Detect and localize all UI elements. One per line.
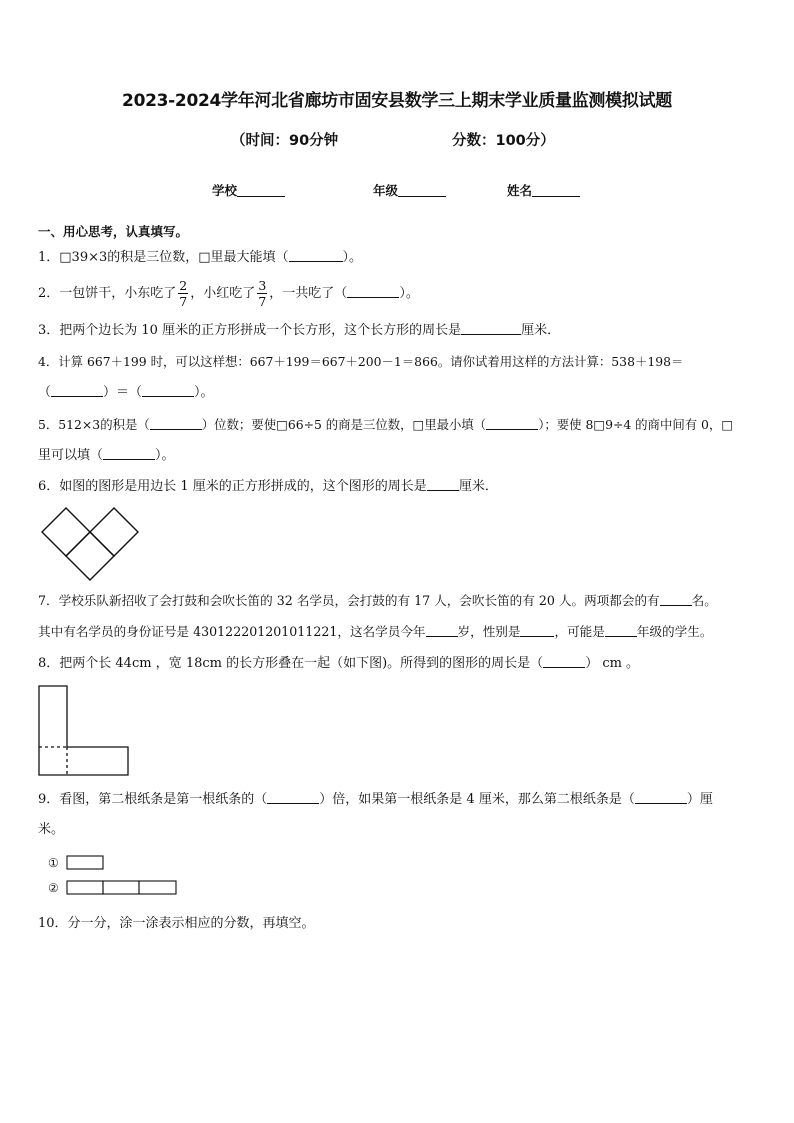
question-2: 2．一包饼干，小东吃了 $\frac{2}{7}$ ，小红吃了 $\frac{3}{7}$ ，一共吃了（ ）。 <box>38 278 419 309</box>
square-right <box>90 508 138 556</box>
answer-blank[interactable] <box>289 249 343 262</box>
grade-label: 年级 <box>373 183 399 198</box>
question-3: 3．把两个边长为 10 厘米的正方形拼成一个长方形，这个长方形的周长是 厘米． <box>38 323 561 338</box>
strip-2-segment <box>67 881 103 894</box>
overlapping-rectangles-figure <box>38 685 130 777</box>
answer-blank[interactable] <box>150 417 202 430</box>
combined-outline <box>39 686 128 775</box>
question-4-line2: （ ）＝（ ）。 <box>38 385 214 400</box>
answer-blank[interactable] <box>635 791 687 804</box>
square-bottom <box>66 532 114 580</box>
square-left <box>42 508 90 556</box>
strip-1-label: ① <box>48 856 59 870</box>
paper-strips-figure <box>66 855 178 895</box>
question-1: 1．□39×3的积是三位数，□里最大能填（ ）。 <box>38 250 363 265</box>
name-label: 姓名 <box>507 183 533 198</box>
school-label: 学校 <box>212 183 238 198</box>
strip-2-label: ② <box>48 881 59 895</box>
fraction-3-7: $\frac{3}{7}$ <box>258 278 267 309</box>
section-title: 一、用心思考，认真填写。 <box>38 224 189 239</box>
question-8: 8．把两个长 44cm ，宽 18cm 的长方形叠在一起（如下图)。所得到的图形的周长是（ ） cm 。 <box>38 656 640 671</box>
answer-blank[interactable] <box>103 447 155 460</box>
strip-2-segment <box>103 881 139 894</box>
question-9-line2: 米。 <box>38 822 65 837</box>
fraction-2-7: $\frac{2}{7}$ <box>179 278 188 309</box>
exam-time: （时间：90分钟 <box>231 133 339 149</box>
answer-blank[interactable] <box>605 624 637 637</box>
question-7: 7．学校乐队新招收了会打鼓和会吹长笛的 32 名学员，会打鼓的有 17 人，会吹长笛的有 20 人。两项都会的有 名。 <box>38 593 717 608</box>
question-9: 9．看图，第二根纸条是第一根纸条的（ ）倍，如果第一根纸条是 4 厘米，那么第二根纸条是（ ）厘 <box>38 792 713 807</box>
answer-blank[interactable] <box>486 417 538 430</box>
answer-blank[interactable] <box>543 655 585 668</box>
answer-blank[interactable] <box>660 593 692 606</box>
question-5-line2: 里可以填（ ）。 <box>38 448 175 463</box>
exam-score: 分数：100分） <box>452 133 555 149</box>
question-10: 10．分一分，涂一涂表示相应的分数，再填空。 <box>38 916 315 931</box>
page-title: 2023-2024学年河北省廊坊市固安县数学三上期末学业质量监测模拟试题 <box>122 91 672 111</box>
answer-blank[interactable] <box>142 384 194 397</box>
answer-blank[interactable] <box>347 285 399 298</box>
question-6: 6．如图的图形是用边长 1 厘米的正方形拼成的，这个图形的周长是 厘米． <box>38 479 498 494</box>
answer-blank[interactable] <box>461 322 521 335</box>
name-field[interactable] <box>507 181 580 199</box>
question-4: 4．计算 667＋199 时，可以这样想：667＋199＝667＋200－1＝866。请你试着用这样的方法计算：538＋198＝ <box>38 354 684 369</box>
answer-blank[interactable] <box>520 624 554 637</box>
strip-1 <box>67 856 103 869</box>
answer-blank[interactable] <box>426 624 458 637</box>
question-5: 5．512×3的积是（ ）位数；要使□66÷5 的商是三位数，□里最小填（ ）；要使 8□9÷4 的商中间有 0，□ <box>38 417 734 432</box>
question-7-line2: 其中有名学员的身份证号是 430122201201011221，这名学员今年 岁，性别是 ，可能是 年级的学生。 <box>38 624 713 639</box>
strip-2-segment <box>139 881 176 894</box>
answer-blank[interactable] <box>51 384 103 397</box>
diamond-squares-figure <box>38 508 150 580</box>
grade-field[interactable] <box>373 181 446 199</box>
school-field[interactable] <box>212 181 285 199</box>
answer-blank[interactable] <box>267 791 319 804</box>
answer-blank[interactable] <box>427 478 459 491</box>
